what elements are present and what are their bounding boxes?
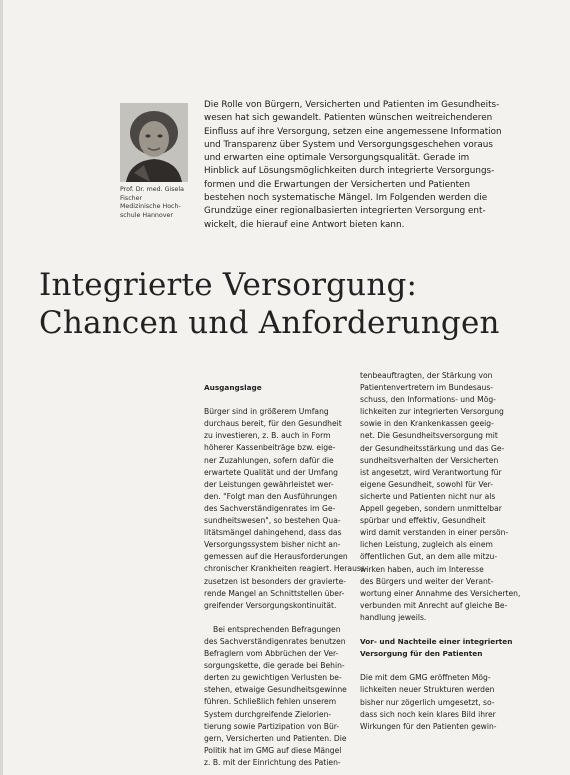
body-line: Appell gegeben, sondern unmittelbar: [360, 504, 502, 514]
body-line: durchaus bereit, für den Gesundheit: [204, 419, 342, 429]
body-line: greifender Versorgungskontinuität.: [204, 600, 337, 610]
body-line: bisher nur zögerlich umgesetzt, so-: [360, 697, 495, 707]
author-portrait: [120, 103, 188, 182]
caption-line: Medizinische Hoch-: [120, 203, 181, 211]
body-line: wortung einer Annahme des Versicherten,: [360, 588, 521, 598]
paragraph-spacer: [360, 660, 520, 672]
intro-line: bestehen noch systematische Mängel. Im Folgenden werden die: [204, 193, 488, 204]
body-line: handlung jeweils.: [360, 612, 427, 622]
intro-line: wesen hat sich gewandelt. Patienten wünschen weitreichenderen: [204, 113, 493, 124]
body-line: stehen, etwaige Gesundheitsgewinne: [204, 685, 347, 695]
body-line: Befraglern vom Abbrüchen der Ver-: [204, 649, 339, 659]
body-line: System durchgreifende Zielorien-: [204, 709, 332, 719]
body-line: lichen Leistung, zugleich als einem: [360, 540, 493, 550]
intro-line: Einfluss auf ihre Versorgung, setzen eine angemessene Information: [204, 126, 502, 137]
body-line: höherer Kassenbeiträge bzw. eige-: [204, 443, 336, 453]
intro-paragraph: [204, 99, 544, 232]
body-line: führen. Schließlich fehlen unserem: [204, 697, 337, 707]
right-column: [360, 370, 520, 733]
author-caption: [120, 186, 200, 220]
paragraph-spacer: [204, 394, 349, 406]
intro-line: Hinblick auf Lösungsmöglichkeiten durch integrierte Versorgungs-: [204, 166, 495, 177]
article-title: [39, 266, 549, 342]
body-line: der Gesundheitsstärkung und das Ge-: [360, 443, 505, 453]
intro-line: und erwarten eine optimale Versorgungsqualität. Gerade im: [204, 153, 470, 164]
intro-line: wickelt, die hierauf eine Antwort bieten kann.: [204, 219, 405, 230]
body-line: spürbar und effektiv, Gesundheit: [360, 516, 486, 526]
body-line: Politik hat im GMG auf diese Mängel: [204, 745, 342, 755]
section-heading: Ausgangslage: [204, 383, 262, 392]
title-line: Chancen und Anforderungen: [39, 305, 500, 341]
body-line: derten zu gewichtigen Verlusten be-: [204, 673, 342, 683]
body-line: z. B. mit der Einrichtung des Patien-: [204, 757, 341, 767]
paragraph-spacer: [204, 612, 349, 624]
body-line: gemessen auf die Herausforderungen: [204, 552, 348, 562]
body-line: sicherte und Patienten nicht nur als: [360, 491, 496, 501]
body-line: tierung sowie Partizipation von Bür-: [204, 721, 340, 731]
body-line: sundheitswesen", so bestehen Qua-: [204, 516, 341, 526]
body-line: zusetzen ist besonders der gravierte-: [204, 576, 347, 586]
body-line: Bei entsprechenden Befragungen: [213, 624, 341, 634]
body-line: ner Zuzahlungen, sofern dafür die: [204, 455, 334, 465]
intro-line: und Transparenz über System und Versorgungsgeschehen voraus: [204, 139, 493, 150]
body-line: lichkeiten neuer Strukturen werden: [360, 685, 495, 695]
body-line: öffentlichen Gut, an dem alle mitzu-: [360, 552, 498, 562]
body-line: sorgungskette, die gerade bei Behin-: [204, 661, 345, 671]
caption-line: schule Hannover: [120, 211, 173, 219]
body-line: net. Die Gesundheitsversorgung mit: [360, 431, 498, 441]
body-line: erwartete Qualität und der Umfang: [204, 467, 338, 477]
body-line: gern, Versicherten und Patienten. Die: [204, 733, 347, 743]
body-line: Bürger sind in größerem Umfang: [204, 407, 329, 417]
intro-line: formen und die Erwartungen der Versicherten und Patienten: [204, 179, 471, 190]
body-line: sowie in den Krankenkassen geeig-: [360, 419, 494, 429]
body-line: sundheitsverhalten der Versicherten: [360, 455, 499, 465]
body-line: wird damit verstanden in einer persön-: [360, 528, 509, 538]
paragraph-spacer: [360, 624, 520, 636]
body-line: Patientenvertretern im Bundesaus-: [360, 383, 494, 393]
body-line: Versorgungssystem bisher nicht an-: [204, 540, 341, 550]
left-column: [204, 382, 368, 769]
body-line: Die mit dem GMG eröffneten Mög-: [360, 673, 491, 683]
body-line: ist angesetzt, wird Verantwortung für: [360, 467, 502, 477]
body-line: der Leistungen gewährleistet wer-: [204, 479, 334, 489]
section-heading: Versorgung für den Patienten: [360, 649, 483, 659]
intro-line: Grundzüge einer regionalbasierten integrierten Versorgung ent-: [204, 206, 486, 217]
body-line: des Bürgers und weiter der Verant-: [360, 576, 494, 586]
caption-line: Prof. Dr. med. Gisela: [120, 186, 185, 193]
scan-edge: [0, 0, 3, 775]
body-line: tenbeauftragten, der Stärkung von: [360, 371, 493, 380]
body-line: des Sachverständigenrates im Ge-: [204, 503, 336, 513]
body-line: schuss, den Informations- und Mög-: [360, 395, 496, 405]
body-line: Wirkungen für den Patienten gewin-: [360, 721, 497, 731]
body-line: zu investieren, z. B. auch in Form: [204, 431, 331, 441]
body-line: lichkeiten zur integrierten Versorgung: [360, 407, 504, 417]
body-line: den. "Folgt man den Ausführungen: [204, 491, 338, 501]
intro-line: Die Rolle von Bürgern, Versicherten und Patienten im Gesundheits-: [204, 100, 500, 110]
section-heading: Vor- und Nachteile einer integrierten: [360, 637, 513, 647]
body-line: wirken haben, auch im Interesse: [360, 564, 484, 574]
body-line: dass sich noch kein klares Bild ihrer: [360, 709, 496, 719]
title-line: Integrierte Versorgung:: [39, 267, 418, 303]
body-line: eigene Gesundheit, sowohl für Ver-: [360, 479, 494, 489]
body-line: litätsmängel dahingehend, dass das: [204, 528, 342, 538]
body-line: chronischer Krankheiten reagiert. Herauss-: [204, 564, 368, 574]
caption-line: Fischer: [120, 194, 143, 202]
body-line: verbunden mit Anrecht auf gleiche Be-: [360, 600, 508, 610]
body-line: rende Mangel an Schnittstellen über-: [204, 588, 345, 598]
body-line: des Sachverständigenrates benutzen: [204, 636, 346, 646]
